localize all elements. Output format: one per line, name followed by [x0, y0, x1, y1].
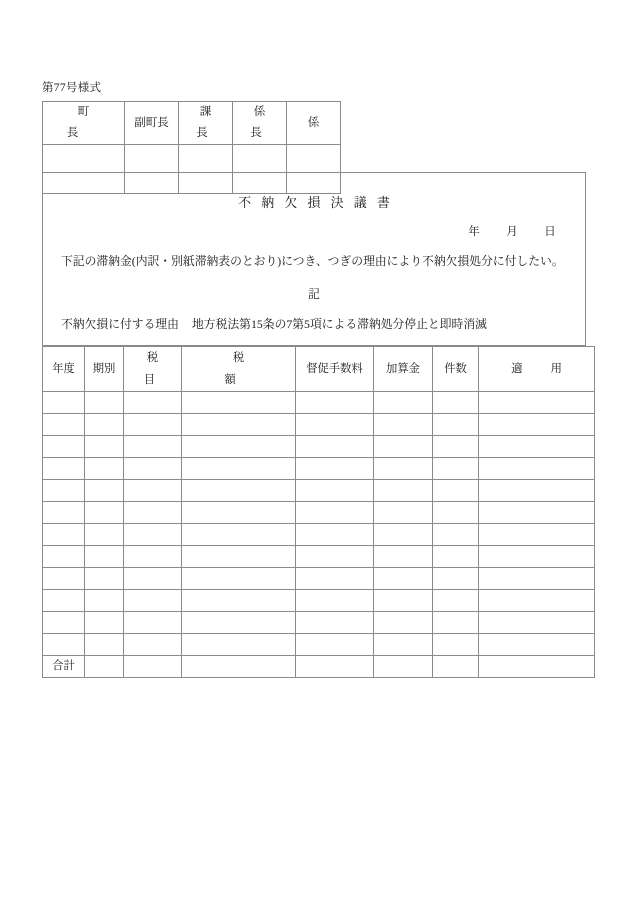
detail-cell-nendo[interactable] [43, 414, 85, 436]
table-row [43, 634, 595, 656]
detail-cell-zeigaku[interactable] [182, 524, 296, 546]
detail-cell-tekiyo[interactable] [479, 524, 595, 546]
detail-cell-tokusoku[interactable] [296, 414, 374, 436]
detail-cell-tokusoku[interactable] [296, 590, 374, 612]
detail-cell-zeigaku[interactable] [182, 480, 296, 502]
detail-cell-kensu[interactable] [433, 502, 479, 524]
detail-cell-zeimoku[interactable] [124, 612, 182, 634]
detail-cell-tokusoku[interactable] [296, 634, 374, 656]
detail-cell-kasankin[interactable] [374, 392, 433, 414]
detail-cell-zeigaku[interactable] [182, 634, 296, 656]
total-cell-zeimoku[interactable] [124, 656, 182, 678]
detail-cell-kasankin[interactable] [374, 612, 433, 634]
detail-cell-kibetsu[interactable] [85, 568, 124, 590]
detail-cell-tokusoku[interactable] [296, 524, 374, 546]
date-month-label: 月 [506, 226, 518, 238]
detail-cell-kasankin[interactable] [374, 546, 433, 568]
detail-cell-zeimoku[interactable] [124, 414, 182, 436]
reason-value: 地方税法第15条の7第5項による滞納処分停止と即時消滅 [191, 317, 487, 331]
detail-cell-nendo[interactable] [43, 524, 85, 546]
detail-cell-zeimoku[interactable] [124, 568, 182, 590]
detail-cell-tekiyo[interactable] [479, 458, 595, 480]
detail-cell-kibetsu[interactable] [85, 480, 124, 502]
detail-cell-kasankin[interactable] [374, 568, 433, 590]
detail-cell-nendo[interactable] [43, 546, 85, 568]
detail-cell-kensu[interactable] [433, 524, 479, 546]
detail-cell-kibetsu[interactable] [85, 634, 124, 656]
detail-cell-nendo[interactable] [43, 502, 85, 524]
detail-cell-kensu[interactable] [433, 436, 479, 458]
table-row [43, 392, 595, 414]
detail-cell-kasankin[interactable] [374, 480, 433, 502]
detail-cell-zeimoku[interactable] [124, 392, 182, 414]
detail-cell-nendo[interactable] [43, 612, 85, 634]
table-row [43, 458, 595, 480]
total-cell-tokusoku[interactable] [296, 656, 374, 678]
column-header-zeimoku: 税 目 [124, 347, 182, 392]
detail-cell-nendo[interactable] [43, 480, 85, 502]
detail-cell-zeimoku[interactable] [124, 524, 182, 546]
column-header-tokusoku-tesuryo: 督促手数料 [296, 347, 374, 392]
detail-cell-tokusoku[interactable] [296, 436, 374, 458]
detail-cell-tekiyo[interactable] [479, 480, 595, 502]
detail-cell-kasankin[interactable] [374, 458, 433, 480]
lead-paragraph: 下記の滞納金(内訳・別紙滞納表のとおり)につき、つぎの理由により不納欠損処分に付したい。 [61, 254, 564, 268]
detail-cell-kensu[interactable] [433, 480, 479, 502]
detail-cell-tokusoku[interactable] [296, 612, 374, 634]
date-line [455, 223, 569, 239]
detail-cell-zeimoku[interactable] [124, 502, 182, 524]
detail-cell-tekiyo[interactable] [479, 612, 595, 634]
detail-cell-zeigaku[interactable] [182, 546, 296, 568]
detail-cell-kasankin[interactable] [374, 414, 433, 436]
detail-cell-tokusoku[interactable] [296, 480, 374, 502]
column-header-kasankin: 加算金 [374, 347, 433, 392]
detail-cell-kensu[interactable] [433, 634, 479, 656]
detail-cell-zeimoku[interactable] [124, 634, 182, 656]
detail-cell-zeigaku[interactable] [182, 612, 296, 634]
total-label-cell: 合計 [43, 656, 85, 678]
detail-cell-kensu[interactable] [433, 392, 479, 414]
stamp-header-cell-fukucho: 副町長 [125, 102, 179, 145]
column-header-nendo: 年度 [43, 347, 85, 392]
stamp-header-cell-chocho: 町 長 [43, 102, 125, 145]
detail-cell-tokusoku[interactable] [296, 546, 374, 568]
detail-cell-kibetsu[interactable] [85, 502, 124, 524]
detail-cell-kibetsu[interactable] [85, 414, 124, 436]
detail-cell-tekiyo[interactable] [479, 392, 595, 414]
stamp-header-cell-kakaricho: 係 長 [233, 102, 287, 145]
total-cell-kensu[interactable] [433, 656, 479, 678]
detail-cell-tokusoku[interactable] [296, 568, 374, 590]
stamp-header-cell-kacho: 課 長 [179, 102, 233, 145]
detail-cell-zeigaku[interactable] [182, 590, 296, 612]
detail-cell-zeimoku[interactable] [124, 546, 182, 568]
column-header-tekiyo: 適 用 [479, 347, 595, 392]
detail-cell-tekiyo[interactable] [479, 546, 595, 568]
table-row [43, 568, 595, 590]
detail-cell-zeimoku[interactable] [124, 458, 182, 480]
detail-cell-zeigaku[interactable] [182, 502, 296, 524]
total-cell-kibetsu[interactable] [85, 656, 124, 678]
document-title: 不納欠損決議書 [238, 195, 401, 210]
detail-cell-nendo[interactable] [43, 458, 85, 480]
detail-cell-kensu[interactable] [433, 612, 479, 634]
column-header-kensu: 件数 [433, 347, 479, 392]
table-row [43, 546, 595, 568]
date-day-label: 日 [544, 226, 556, 238]
note-marker: 記 [308, 287, 320, 301]
detail-cell-zeimoku[interactable] [124, 590, 182, 612]
table-row [43, 436, 595, 458]
detail-cell-zeimoku[interactable] [124, 436, 182, 458]
total-cell-tekiyo[interactable] [479, 656, 595, 678]
detail-cell-tekiyo[interactable] [479, 414, 595, 436]
detail-header-row [43, 347, 595, 392]
detail-cell-kasankin[interactable] [374, 502, 433, 524]
detail-cell-zeigaku[interactable] [182, 414, 296, 436]
table-row [43, 590, 595, 612]
detail-cell-tekiyo[interactable] [479, 436, 595, 458]
detail-cell-zeigaku[interactable] [182, 392, 296, 414]
detail-cell-kibetsu[interactable] [85, 392, 124, 414]
detail-cell-nendo[interactable] [43, 634, 85, 656]
detail-total-row [43, 656, 595, 678]
reason-label: 不納欠損に付する理由 [61, 317, 179, 331]
detail-cell-tokusoku[interactable] [296, 392, 374, 414]
detail-cell-zeigaku[interactable] [182, 436, 296, 458]
detail-cell-nendo[interactable] [43, 590, 85, 612]
detail-cell-tekiyo[interactable] [479, 502, 595, 524]
detail-cell-nendo[interactable] [43, 568, 85, 590]
detail-cell-kensu[interactable] [433, 590, 479, 612]
detail-cell-kibetsu[interactable] [85, 524, 124, 546]
detail-cell-kensu[interactable] [433, 414, 479, 436]
detail-cell-kibetsu[interactable] [85, 590, 124, 612]
detail-cell-kensu[interactable] [433, 568, 479, 590]
form-number-label: 第77号様式 [42, 82, 102, 94]
detail-cell-kensu[interactable] [433, 458, 479, 480]
detail-cell-zeimoku[interactable] [124, 480, 182, 502]
date-year-label: 年 [468, 226, 480, 238]
total-cell-zeigaku[interactable] [182, 656, 296, 678]
detail-cell-kibetsu[interactable] [85, 546, 124, 568]
detail-cell-kasankin[interactable] [374, 634, 433, 656]
detail-table [42, 346, 595, 678]
table-row [43, 524, 595, 546]
detail-cell-kasankin[interactable] [374, 590, 433, 612]
table-row [43, 414, 595, 436]
detail-cell-kasankin[interactable] [374, 524, 433, 546]
reason-line [61, 315, 487, 332]
detail-cell-tekiyo[interactable] [479, 634, 595, 656]
table-row [43, 502, 595, 524]
document-body-box [42, 172, 586, 346]
detail-cell-tekiyo[interactable] [479, 568, 595, 590]
column-header-kibetsu: 期別 [85, 347, 124, 392]
column-header-zeigaku: 税 額 [182, 347, 296, 392]
detail-cell-kibetsu[interactable] [85, 458, 124, 480]
detail-cell-kibetsu[interactable] [85, 612, 124, 634]
detail-cell-zeigaku[interactable] [182, 458, 296, 480]
detail-cell-kasankin[interactable] [374, 436, 433, 458]
detail-cell-zeigaku[interactable] [182, 568, 296, 590]
detail-cell-tokusoku[interactable] [296, 502, 374, 524]
detail-table-body [43, 392, 595, 656]
total-cell-kasankin[interactable] [374, 656, 433, 678]
detail-cell-kensu[interactable] [433, 546, 479, 568]
detail-cell-tekiyo[interactable] [479, 590, 595, 612]
table-row [43, 480, 595, 502]
table-row [43, 612, 595, 634]
stamp-header-cell-kakari: 係 [287, 102, 341, 145]
detail-cell-kibetsu[interactable] [85, 436, 124, 458]
detail-cell-tokusoku[interactable] [296, 458, 374, 480]
detail-cell-nendo[interactable] [43, 392, 85, 414]
detail-cell-nendo[interactable] [43, 436, 85, 458]
stamp-header-row [43, 102, 341, 145]
